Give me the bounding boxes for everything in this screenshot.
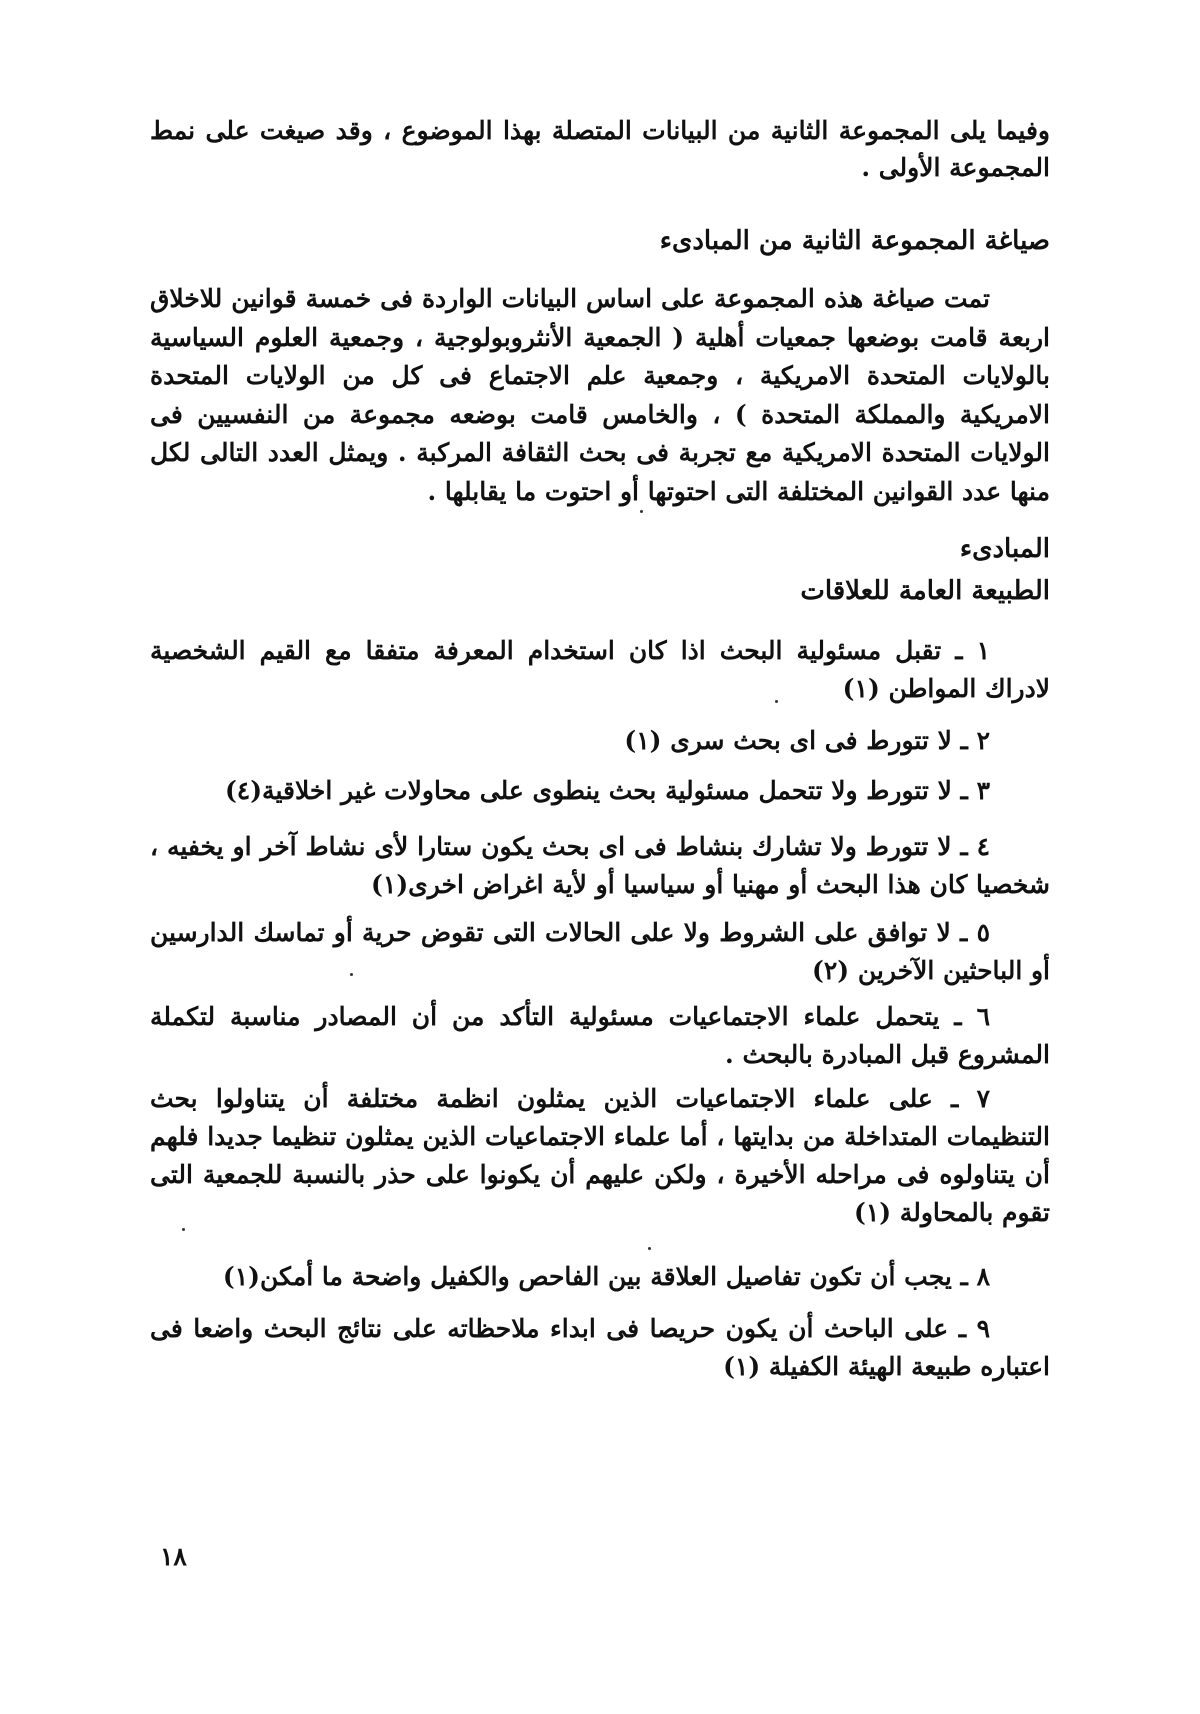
section-paragraph: تمت صياغة هذه المجموعة على اساس البيانات الواردة فى خمسة قوانين للاخلاق اربعة قامت بوضعها جمعيات أهلية ( الجمعية الأنثروبولوجية ، وجمعية العلوم السياسية بالولايات المتحدة الامريكية ، وجمعية علم الاجتماع فى كل من الولايات المتحدة الامريكية والمملكة المتحدة ) ، والخامس قامت بوضعه مجموعة من النفسيين فى الولايات المتحدة الامريكية مع تجربة فى بحث الثقافة المركبة . ويمثل العدد التالى لكل منها عدد القوانين المختلفة التى احتوتها أو احتوت ما يقابلها . (150, 284, 1050, 506)
principle-item-8: ٨ ـ يجب أن تكون تفاصيل العلاقة بين الفاحص والكفيل واضحة ما أمكن(١) (222, 1262, 990, 1291)
scan-speck (640, 510, 643, 513)
page-number: ١٨ (160, 1542, 187, 1571)
scan-speck (182, 1228, 185, 1231)
scan-speck (775, 700, 778, 703)
scan-speck (648, 1247, 651, 1250)
section-heading: صياغة المجموعة الثانية من المبادىء (659, 226, 1050, 256)
scan-speck (350, 973, 353, 976)
principle-item-5: ٥ ـ لا توافق على الشروط ولا على الحالات التى تقوض حرية أو تماسك الدارسين أو الباحثين الآخرين (٢) (150, 918, 1050, 985)
principle-item-7: ٧ ـ على علماء الاجتماعيات الذين يمثلون انظمة مختلفة أن يتناولوا بحث التنظيمات المتداخلة من بدايتها ، أما علماء الاجتماعيات الذين يمثلون تنظيما جديدا فلهم أن يتناولوه فى مراحله الأخيرة ، ولكن عليهم أن يكونوا على حذر بالنسبة للجمعية التى تقوم بالمحاولة (١) (150, 1084, 1050, 1227)
principle-item-3: ٣ ـ لا تتورط ولا تتحمل مسئولية بحث ينطوى على محاولات غير اخلاقية(٤) (224, 776, 990, 805)
principle-item-1: ١ ـ تقبل مسئولية البحث اذا كان استخدام المعرفة متفقا مع القيم الشخصية لادراك المواطن (١) (150, 636, 1050, 703)
principle-item-6: ٦ ـ يتحمل علماء الاجتماعيات مسئولية التأكد من أن المصادر مناسبة لتكملة المشروع قبل المبادرة بالبحث . (150, 1002, 1050, 1069)
principles-heading: المبادىء (959, 534, 1050, 564)
principle-item-9: ٩ ـ على الباحث أن يكون حريصا فى ابداء ملاحظاته على نتائج البحث واضعا فى اعتباره طبيعة الهيئة الكفيلة (١) (150, 1314, 1050, 1381)
principle-item-2: ٢ ـ لا تتورط فى اى بحث سرى (١) (624, 726, 990, 755)
principle-item-4: ٤ ـ لا تتورط ولا تشارك بنشاط فى اى بحث يكون ستارا لأى نشاط آخر او يخفيه ، شخصيا كان هذا البحث أو مهنيا أو سياسيا أو لأية اغراض اخرى(١) (150, 832, 1050, 899)
intro-paragraph: وفيما يلى المجموعة الثانية من البيانات المتصلة بهذا الموضوع ، وقد صيغت على نمط المجموعة الأولى . (150, 116, 1050, 182)
relations-heading: الطبيعة العامة للعلاقات (800, 576, 1050, 606)
